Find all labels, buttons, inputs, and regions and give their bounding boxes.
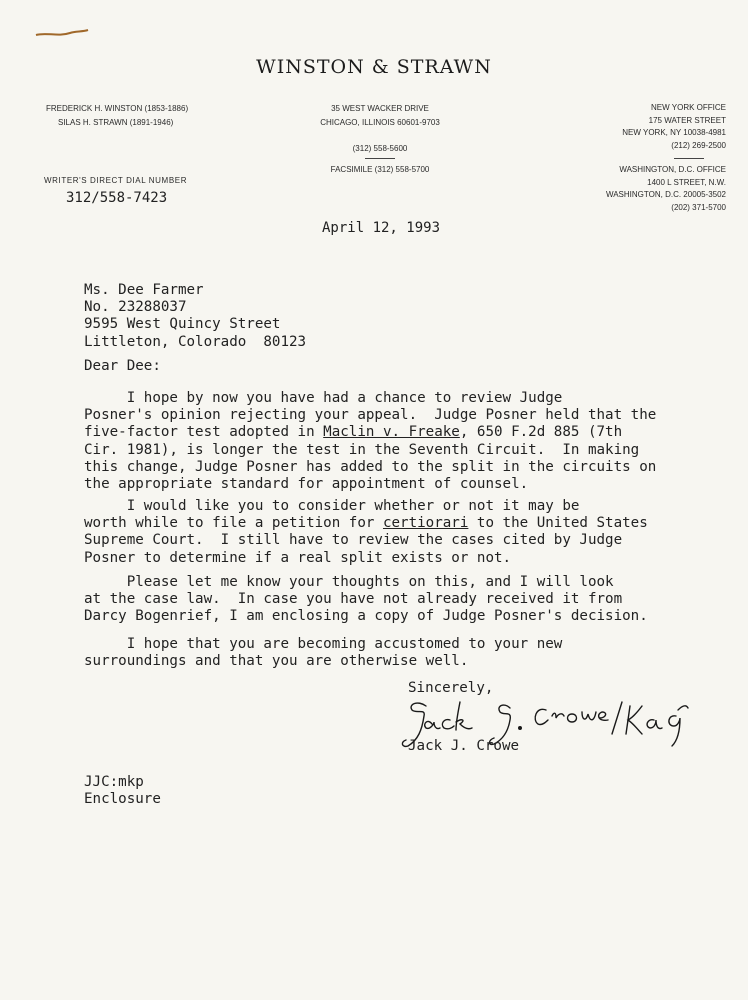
branch-offices-block — [586, 102, 726, 214]
text-line: I hope by now you have had a chance to review Judge — [84, 390, 563, 406]
paragraph-4 — [84, 636, 562, 670]
text-line: Darcy Bogenrief, I am enclosing a copy of Judge Posner's decision. — [84, 608, 648, 625]
text-line: surroundings and that you are otherwise well. — [84, 653, 469, 670]
text-line: the appropriate standard for appointment of counsel. — [84, 476, 529, 493]
text-line: at the case law. In case you have not already received it from — [84, 591, 623, 608]
founders-block — [46, 102, 188, 130]
founder-line: SILAS H. STRAWN (1891-1946) — [58, 118, 174, 127]
text-line: Posner to determine if a real split exists or not. — [84, 549, 512, 566]
direct-dial-number: 312/558-7423 — [66, 190, 168, 206]
stray-ink-mark — [34, 28, 90, 40]
ny-office-line: NEW YORK, NY 10038-4981 — [622, 128, 726, 137]
text-line: I hope that you are becoming accustomed to your new — [84, 636, 563, 652]
divider — [365, 158, 395, 159]
text-line: five-factor test adopted in Maclin v. Freake, 650 F.2d 885 (7th — [84, 424, 623, 441]
closing: Sincerely, — [408, 680, 494, 696]
recipient-line: Ms. Dee Farmer — [84, 282, 204, 298]
case-citation: Maclin v. Freake — [323, 424, 460, 441]
salutation: Dear Dee: — [84, 358, 161, 374]
text-line: worth while to file a petition for certiorari to the United States — [84, 515, 648, 532]
signer-name: Jack J. Crowe — [408, 738, 520, 754]
text-line: Supreme Court. I still have to review the cases cited by Judge — [84, 532, 623, 549]
divider — [674, 158, 704, 159]
dc-office-line: WASHINGTON, D.C. 20005-3502 — [605, 190, 726, 199]
office-phone: (312) 558-5600 — [352, 144, 408, 153]
ny-office-line: 175 WATER STREET — [648, 115, 726, 125]
ny-office-line: NEW YORK OFFICE — [651, 103, 726, 112]
recipient-line: No. 23288037 — [84, 299, 187, 316]
text-line: Please let me know your thoughts on this, and I will look — [84, 574, 614, 590]
paragraph-3 — [84, 574, 648, 626]
dc-office-line: 1400 L STREET, N.W. — [647, 177, 726, 187]
paragraph-1 — [84, 390, 656, 493]
main-office-block — [280, 102, 480, 177]
dc-office-line: (202) 371-5700 — [671, 202, 726, 212]
recipient-line: 9595 West Quincy Street — [84, 316, 281, 333]
text-line: Cir. 1981), is longer the test in the Seventh Circuit. In making — [84, 441, 640, 458]
recipient-address — [84, 282, 306, 351]
recipient-line: Littleton, Colorado 80123 — [84, 333, 307, 350]
ny-office-line: (212) 269-2500 — [671, 140, 726, 150]
text-line: this change, Judge Posner has added to the split in the circuits on — [84, 458, 657, 475]
founder-line: FREDERICK H. WINSTON (1853-1886) — [46, 104, 189, 113]
dc-office-line: WASHINGTON, D.C. OFFICE — [619, 165, 726, 174]
text-line: Posner's opinion rejecting your appeal. Judge Posner held that the — [84, 407, 657, 424]
reference-initials: JJC:mkp — [84, 774, 144, 790]
letter-date: April 12, 1993 — [322, 220, 441, 236]
enclosure-note: Enclosure — [84, 791, 161, 808]
firm-name: WINSTON & STRAWN — [256, 56, 492, 78]
text-line: I would like you to consider whether or not it may be — [84, 498, 580, 514]
address-line: CHICAGO, ILLINOIS 60601-9703 — [320, 118, 440, 127]
paragraph-2 — [84, 498, 648, 567]
legal-term: certiorari — [382, 515, 469, 532]
direct-dial-label: WRITER'S DIRECT DIAL NUMBER — [44, 176, 188, 185]
address-line: 35 WEST WACKER DRIVE — [331, 104, 429, 113]
office-facsimile: FACSIMILE (312) 558-5700 — [330, 165, 430, 174]
reference-block — [84, 774, 161, 808]
